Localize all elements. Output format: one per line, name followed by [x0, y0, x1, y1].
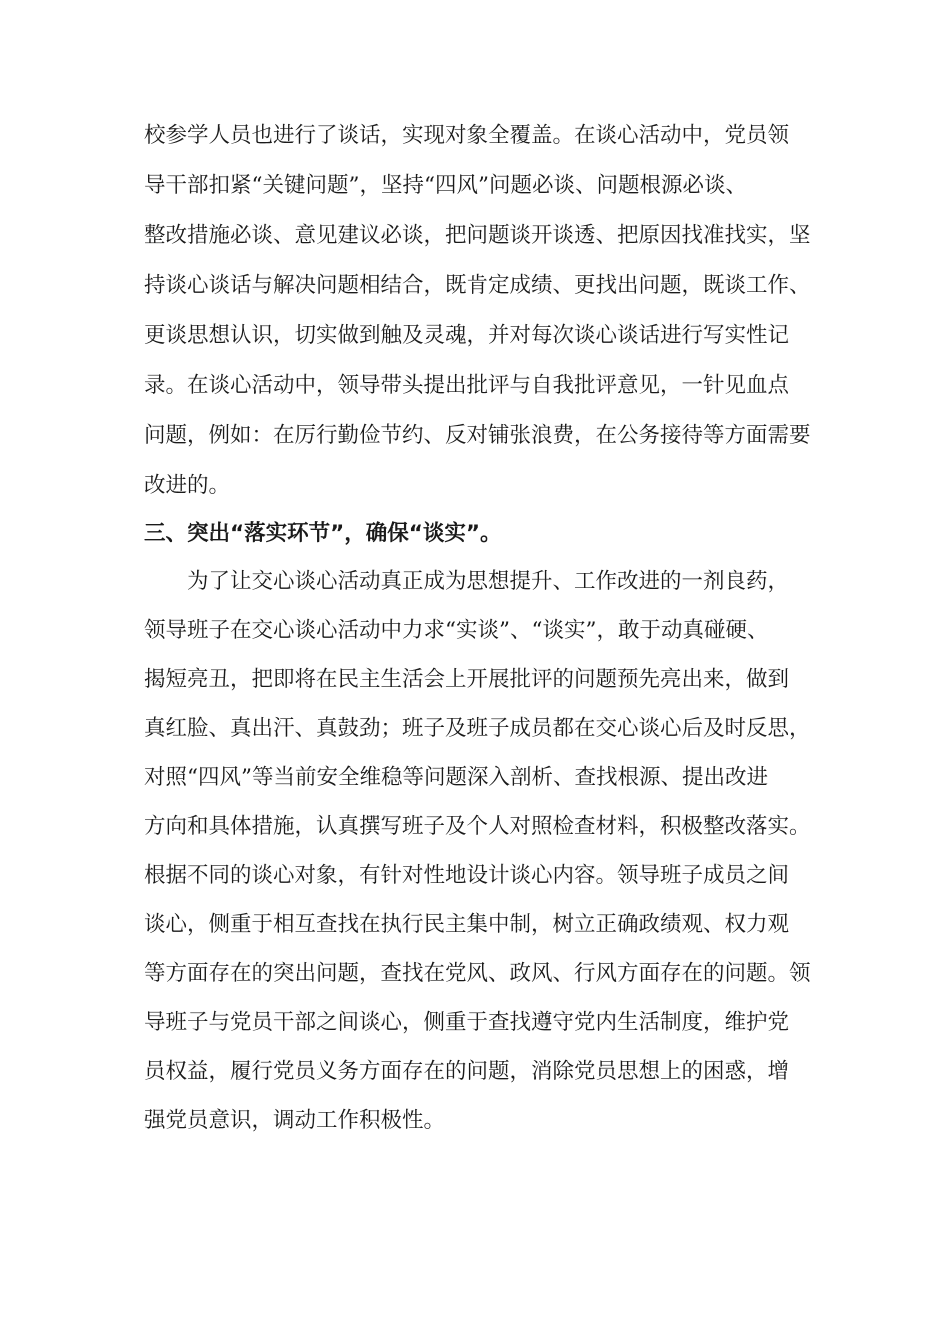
paragraph-2-line-11: 员权益，履行党员义务方面存在的问题，消除党员思想上的困惑，增: [144, 1059, 790, 1084]
paragraph-2-line-1: 为了让交心谈心活动真正成为思想提升、工作改进的一剂良药，: [144, 569, 790, 594]
paragraph-2-line-3: 揭短亮丑，把即将在民主生活会上开展批评的问题预先亮出来，做到: [144, 667, 790, 692]
paragraph-2-line-12: 强党员意识，调动工作积极性。: [144, 1108, 446, 1133]
paragraph-2-line-7: 根据不同的谈心对象，有针对性地设计谈心内容。领导班子成员之间: [144, 863, 790, 888]
paragraph-1-line-7: 问题，例如：在厉行勤俭节约、反对铺张浪费，在公务接待等方面需要: [144, 423, 811, 448]
paragraph-2-line-8: 谈心，侧重于相互查找在执行民主集中制，树立正确政绩观、权力观: [144, 912, 790, 937]
paragraph-2-line-5: 对照“四风”等当前安全维稳等问题深入剖析、查找根源、提出改进: [144, 765, 768, 790]
paragraph-1-line-3: 整改措施必谈、意见建议必谈，把问题谈开谈透、把原因找准找实，坚: [144, 223, 811, 248]
paragraph-2-line-2: 领导班子在交心谈心活动中力求“实谈”、“谈实”，敢于动真碰硬、: [144, 618, 769, 643]
paragraph-1-line-2: 导干部扣紧“关键问题”，坚持“四风”问题必谈、问题根源必谈、: [144, 173, 747, 198]
paragraph-1-line-8: 改进的。: [144, 473, 231, 498]
paragraph-2-line-6: 方向和具体措施，认真撰写班子及个人对照检查材料，积极整改落实。: [144, 814, 811, 839]
paragraph-2-line-10: 导班子与党员干部之间谈心，侧重于查找遵守党内生活制度，维护党: [144, 1010, 790, 1035]
paragraph-1-line-5: 更谈思想认识，切实做到触及灵魂，并对每次谈心谈话进行写实性记: [144, 323, 790, 348]
section-heading: 三、突出“落实环节”，确保“谈实”。: [144, 521, 502, 546]
paragraph-1-line-6: 录。在谈心活动中，领导带头提出批评与自我批评意见，一针见血点: [144, 373, 790, 398]
paragraph-1-line-4: 持谈心谈话与解决问题相结合，既肯定成绩、更找出问题，既谈工作、: [144, 273, 811, 298]
paragraph-1-line-1: 校参学人员也进行了谈话，实现对象全覆盖。在谈心活动中，党员领: [144, 123, 790, 148]
paragraph-2-line-4: 真红脸、真出汗、真鼓劲；班子及班子成员都在交心谈心后及时反思，: [144, 716, 811, 741]
paragraph-2-line-9: 等方面存在的突出问题，查找在党风、政风、行风方面存在的问题。领: [144, 961, 811, 986]
